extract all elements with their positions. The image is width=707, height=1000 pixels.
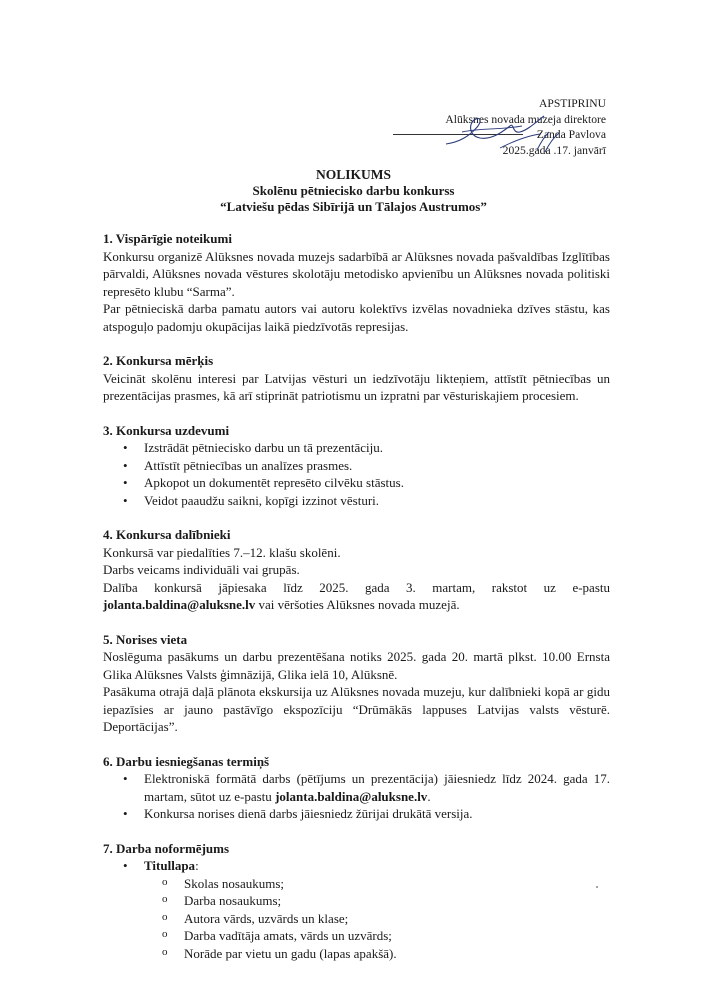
approval-date: 2025.gada .17. janvārī — [502, 143, 606, 157]
document-title: NOLIKUMS — [315, 167, 391, 182]
goal-paragraph: Veicināt skolēnu interesi par Latvijas vēsturi un iedzīvotāju likteņiem, attīstīt pētniecības un prezentācijas prasmes, kā arī stiprināt patriotismu un izpratni par vēsturiskajiem procesiem. — [103, 370, 610, 403]
document-title-block — [0, 167, 707, 215]
registration-text: Dalība konkursā jāpiesaka līdz 2025. gada 3. martam, rakstot uz e-pastu — [103, 579, 610, 595]
general-paragraph-1: Konkursu organizē Alūksnes novada muzejs sadarbībā ar Alūksnes novada pašvaldības Izglītības pārvaldi, Alūksnes novada vēstures skolotāju metodisko apvienību un Alūksnes novada politiski represēto klubu “Sarma”. — [103, 248, 610, 299]
scan-speck — [596, 886, 598, 888]
list-item: o Darba nosaukums; — [184, 892, 610, 910]
list-item — [144, 770, 610, 805]
list-item: o Norāde par vietu un gadu (lapas apakšā). — [184, 945, 610, 963]
deadline-text: Elektroniskā formātā darbs (pētījums un prezentācija) jāiesniedz līdz 2024. gada 17. martam, sūtot uz e-pastu — [144, 771, 610, 804]
venue-paragraph-1: Noslēguma pasākums un darbu prezentēšana notiks 2025. gada 20. martā plkst. 10.00 Ernsta Glika Alūksnes Valsts ģimnāzijā, Glika ielā 10, Alūksnē. — [103, 649, 610, 682]
participants-paragraph-3 — [103, 579, 610, 614]
list-item: • Konkursa norises dienā darbs jāiesniedz žūrijai drukātā versija. — [144, 805, 610, 823]
titullapa-colon: : — [195, 858, 199, 873]
tasks-list — [103, 439, 610, 509]
section-heading-general: 1. Vispārīgie noteikumi — [103, 231, 232, 246]
deadline-text-end: . — [427, 788, 431, 804]
document-body — [103, 230, 610, 962]
section-heading-tasks: 3. Konkursa uzdevumi — [103, 422, 230, 438]
handwritten-date-mark — [533, 130, 563, 154]
list-item: • Veidot paaudžu saikni, kopīgi izzinot vēsturi. — [144, 492, 610, 510]
participants-paragraph-2: Darbs veicams individuāli vai grupās. — [103, 562, 300, 577]
document-subtitle: Skolēnu pētniecisko darbu konkurss — [252, 183, 455, 198]
list-item: o Autora vārds, uzvārds un klase; — [184, 910, 610, 928]
list-item: • Apkopot un dokumentēt represēto cilvēku stāstus. — [144, 474, 610, 492]
section-heading-venue: 5. Norises vieta — [103, 631, 188, 647]
section-heading-goal: 2. Konkursa mērķis — [103, 353, 214, 368]
list-item — [144, 857, 610, 962]
list-item: • Izstrādāt pētniecisko darbu un tā prezentāciju. — [144, 439, 610, 457]
contact-email[interactable]: jolanta.baldina@aluksne.lv — [103, 597, 256, 612]
contest-name: “Latviešu pēdas Sibīrijā un Tālajos Austrumos” — [220, 199, 487, 214]
submission-email[interactable]: jolanta.baldina@aluksne.lv — [275, 788, 428, 804]
general-paragraph-2: Par pētnieciskā darba pamatu autors vai autoru kolektīvs izvēlas novadnieka dzīves stāstu, kas atspoguļo padomju okupācijas laikā piedzīvotās represijas. — [103, 301, 610, 334]
approval-heading: APSTIPRINU — [539, 97, 606, 110]
titullapa-label: Titullapa — [144, 858, 196, 873]
participants-paragraph-1: Konkursā var piedalīties 7.–12. klašu skolēni. — [103, 544, 341, 560]
format-list — [103, 857, 610, 962]
section-heading-deadline: 6. Darbu iesniegšanas termiņš — [103, 753, 270, 769]
section-heading-format: 7. Darba noformējums — [103, 840, 230, 856]
approver-name: Zanda Pavlova — [536, 128, 606, 142]
approver-position: Alūksnes novada muzeja direktore — [445, 112, 606, 126]
section-heading-participants: 4. Konkursa dalībnieki — [103, 527, 231, 542]
list-item: o Darba vadītāja amats, vārds un uzvārds; — [184, 927, 610, 945]
deadline-list — [103, 770, 610, 823]
registration-text-end: vai vēršoties Alūksnes novada muzejā. — [255, 597, 460, 612]
list-item: o Skolas nosaukums; — [184, 875, 610, 893]
titullapa-sublist — [144, 875, 610, 963]
list-item: • Attīstīt pētniecības un analīzes prasmes. — [144, 457, 610, 475]
venue-paragraph-2: Pasākuma otrajā daļā plānota ekskursija uz Alūksnes novada muzeju, kur dalībnieki kopā ar gidu iepazīsies ar jauno pastāvīgo ekspozīciju “Drūmākās lappuses Latvijas valsts vēsturē. Deportācijas”. — [103, 684, 610, 734]
